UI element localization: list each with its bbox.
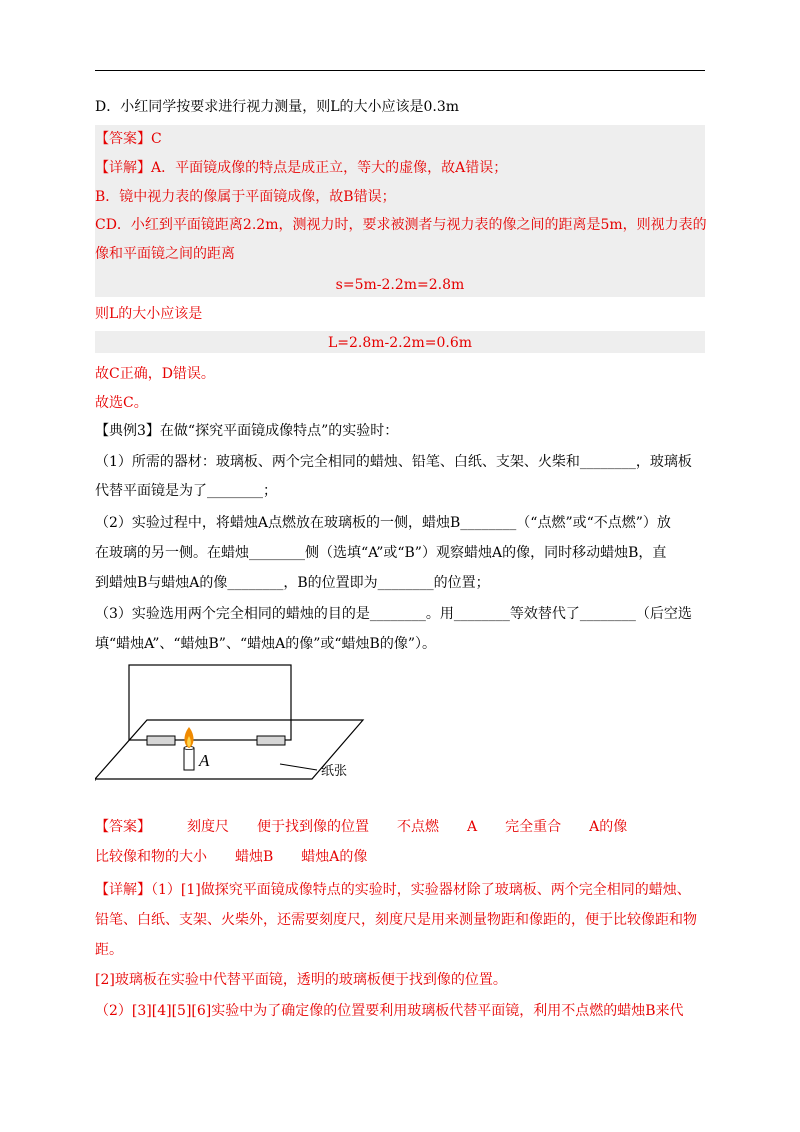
- choose-c: 故选C。: [95, 395, 148, 411]
- support-left: [147, 736, 175, 745]
- answer-item: 不点燃: [397, 819, 439, 835]
- answer-item: 比较像和物的大小: [95, 849, 207, 865]
- question-3-b: 填“蜡烛A”、“蜡烛B”、“蜡烛A的像”或“蜡烛B的像”）。: [95, 636, 436, 652]
- question-1-b: 代替平面镜是为了________；: [95, 483, 277, 499]
- then-l-text: 则L的大小应该是: [95, 306, 203, 322]
- header-rule: [95, 70, 705, 71]
- example-3-title: 【典例3】在做“探究平面镜成像特点”的实验时：: [95, 423, 399, 439]
- detail-1-a: 【详解】A．平面镜成像的特点是成正立，等大的虚像，故A错误；: [95, 160, 508, 176]
- answer-2-row-2: [95, 847, 367, 867]
- detail-2-line-1: 【详解】（1）[1]做探究平面镜成像特点的实验时，实验器材除了玻璃板、两个完全相同的蜡烛、: [95, 882, 691, 898]
- experiment-figure: [95, 660, 375, 790]
- support-right: [257, 736, 285, 745]
- candle-a: [184, 748, 194, 770]
- answer-item: A: [467, 819, 478, 835]
- question-1-a: （1）所需的器材：玻璃板、两个完全相同的蜡烛、铅笔、白纸、支架、火柴和________，玻璃板: [95, 454, 692, 470]
- answer-1: 【答案】C: [95, 131, 162, 147]
- detail-2-line-3: 距。: [95, 942, 123, 958]
- answer-item: 蜡烛B: [235, 849, 274, 865]
- detail-1-b: B．镜中视力表的像属于平面镜成像，故B错误；: [95, 189, 396, 205]
- label-a: A: [199, 751, 210, 770]
- answer-item: 完全重合: [505, 819, 562, 835]
- paper-pointer: [280, 764, 317, 770]
- option-d: D．小红同学按要求进行视力测量，则L的大小应该是0.3m: [95, 99, 460, 115]
- question-3-a: （3）实验选用两个完全相同的蜡烛的目的是________。用________等效替代了________（后空选: [95, 606, 692, 622]
- answer-shade-1: [95, 125, 705, 297]
- answer-2-tag: 【答案】: [95, 819, 151, 835]
- equation-2: L=2.8m-2.2m=0.6m: [327, 335, 473, 351]
- question-2-c: 到蜡烛B与蜡烛A的像________，B的位置即为________的位置；: [95, 575, 490, 591]
- answer-2-row-1: [95, 817, 627, 837]
- question-2-a: （2）实验过程中，将蜡烛A点燃放在玻璃板的一侧，蜡烛B________（“点燃”或“不点燃”）放: [95, 515, 671, 531]
- detail-2-line-5: （2）[3][4][5][6]实验中为了确定像的位置要利用玻璃板代替平面镜，利用不点燃的蜡烛B来代: [95, 1003, 684, 1019]
- glass-plate: [129, 665, 291, 740]
- detail-1-cd-1: CD．小红到平面镜距离2.2m，测视力时，要求被测者与视力表的像之间的距离是5m，则视力表的: [95, 217, 707, 233]
- equation-1: s=5m-2.2m=2.8m: [335, 277, 465, 293]
- detail-1-cd-2: 像和平面镜之间的距离: [95, 246, 235, 262]
- answer-item: 便于找到像的位置: [257, 819, 369, 835]
- detail-2-line-2: 铅笔、白纸、支架、火柴外，还需要刻度尺，刻度尺是用来测量物距和像距的，便于比较像距和物: [95, 912, 697, 928]
- answer-item: 刻度尺: [187, 819, 229, 835]
- detail-2-line-4: [2]玻璃板在实验中代替平面镜，透明的玻璃板便于找到像的位置。: [95, 972, 507, 988]
- question-2-b: 在玻璃的另一侧。在蜡烛________侧（选填“A”或“B”）观察蜡烛A的像，同时移动蜡烛B，直: [95, 545, 667, 561]
- answer-item: A的像: [589, 819, 628, 835]
- label-paper: 纸张: [321, 764, 348, 779]
- c-correct: 故C正确，D错误。: [95, 366, 215, 382]
- answer-item: 蜡烛A的像: [301, 849, 368, 865]
